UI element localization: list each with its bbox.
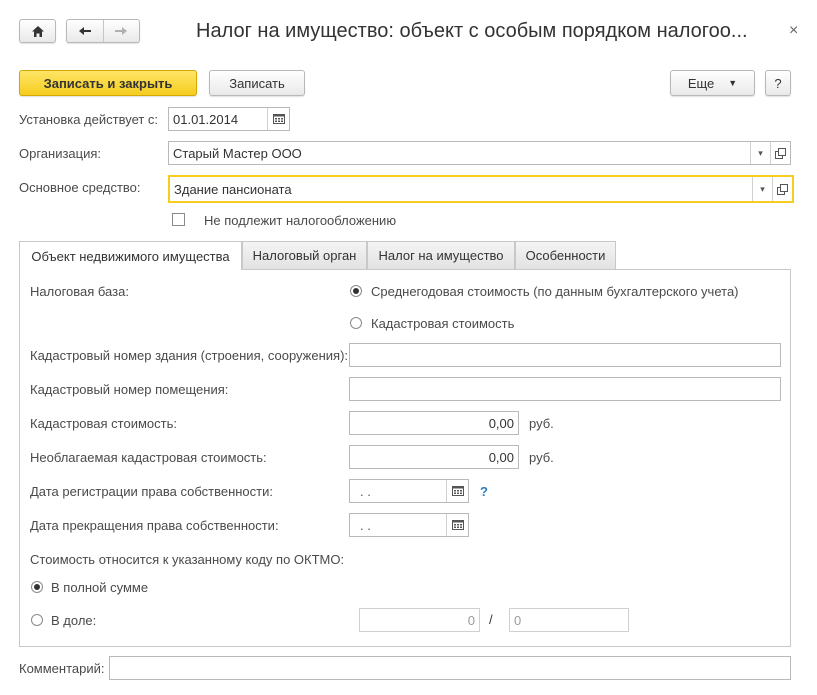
asset-label: Основное средство: <box>19 180 141 195</box>
save-and-close-button[interactable]: Записать и закрыть <box>19 70 197 96</box>
open-icon[interactable] <box>772 177 792 201</box>
asset-value: Здание пансионата <box>174 181 292 197</box>
cadastral-building-label: Кадастровый номер здания (строения, сооружения): <box>30 348 349 363</box>
more-label: Еще <box>687 75 715 91</box>
chevron-down-icon: ▼ <box>728 78 738 88</box>
calendar-icon[interactable] <box>267 108 289 130</box>
calendar-icon[interactable] <box>446 514 468 536</box>
reg-date-label: Дата регистрации права собственности: <box>30 484 273 499</box>
more-button[interactable] <box>670 70 755 96</box>
end-date-input[interactable] <box>349 513 469 537</box>
home-button[interactable] <box>19 19 56 43</box>
reg-date-input[interactable] <box>349 479 469 503</box>
share-denominator-input[interactable]: 0 <box>509 608 629 632</box>
cadastral-building-input[interactable] <box>349 343 781 367</box>
tab-object[interactable]: Объект недвижимого имущества <box>19 241 242 270</box>
tab-features[interactable]: Особенности <box>515 241 616 269</box>
tab-property-tax[interactable]: Налог на имущество <box>367 241 515 269</box>
organization-value: Старый Мастер ООО <box>173 145 302 161</box>
cadastral-room-input[interactable] <box>349 377 781 401</box>
close-icon[interactable]: × <box>789 22 799 39</box>
comment-input[interactable] <box>109 656 791 680</box>
back-button[interactable] <box>67 20 104 42</box>
asset-field[interactable] <box>168 175 794 203</box>
arrow-right-icon <box>114 26 128 36</box>
dropdown-arrow-icon[interactable]: ▾ <box>752 177 772 201</box>
date-label: Установка действует с: <box>19 112 159 127</box>
radio-average-cost[interactable] <box>350 285 362 297</box>
oktmo-label: Стоимость относится к указанному коду по ОКТМО: <box>30 552 345 567</box>
not-taxable-checkbox[interactable] <box>172 213 185 226</box>
radio-share[interactable] <box>31 614 43 626</box>
cadastral-cost-label: Кадастровая стоимость: <box>30 416 177 431</box>
save-button[interactable]: Записать <box>209 70 305 96</box>
nav-back-forward <box>66 19 140 43</box>
calendar-icon[interactable] <box>446 480 468 502</box>
tax-base-label: Налоговая база: <box>30 284 129 299</box>
end-date-value: . . <box>360 517 371 533</box>
reg-date-value: . . <box>360 483 371 499</box>
share-numerator-input[interactable]: 0 <box>359 608 480 632</box>
radio-full-amount-label: В полной сумме <box>51 580 149 595</box>
not-taxable-label: Не подлежит налогообложению <box>204 213 397 228</box>
radio-share-label: В доле: <box>51 613 97 628</box>
dropdown-arrow-icon[interactable]: ▾ <box>750 142 770 164</box>
arrow-left-icon <box>78 26 92 36</box>
radio-full-amount[interactable] <box>31 581 43 593</box>
cadastral-cost-unit: руб. <box>529 416 554 431</box>
share-separator: / <box>489 612 493 627</box>
help-button[interactable]: ? <box>765 70 791 96</box>
window-title: Налог на имущество: объект с особым порядком налогоо... <box>196 20 748 42</box>
help-question-icon[interactable]: ? <box>480 484 488 499</box>
open-icon[interactable] <box>770 142 790 164</box>
date-value: 01.01.2014 <box>173 111 239 127</box>
radio-cadastral-cost[interactable] <box>350 317 362 329</box>
cadastral-cost-input[interactable] <box>349 411 519 435</box>
cadastral-cost-value: 0,00 <box>488 415 514 431</box>
organization-field[interactable] <box>168 141 791 165</box>
organization-label: Организация: <box>19 146 102 161</box>
end-date-label: Дата прекращения права собственности: <box>30 518 279 533</box>
untaxed-cost-unit: руб. <box>529 450 554 465</box>
radio-average-cost-label: Среднегодовая стоимость (по данным бухгалтерского учета) <box>371 284 739 299</box>
comment-label: Комментарий: <box>19 661 105 676</box>
date-field[interactable] <box>168 107 290 131</box>
radio-cadastral-cost-label: Кадастровая стоимость <box>371 316 515 331</box>
cadastral-room-label: Кадастровый номер помещения: <box>30 382 229 397</box>
tab-tax-authority[interactable]: Налоговый орган <box>242 241 367 269</box>
forward-button[interactable] <box>104 20 140 42</box>
home-icon <box>31 25 45 38</box>
untaxed-cost-value: 0,00 <box>488 449 514 465</box>
untaxed-cost-label: Необлагаемая кадастровая стоимость: <box>30 450 267 465</box>
untaxed-cost-input[interactable] <box>349 445 519 469</box>
